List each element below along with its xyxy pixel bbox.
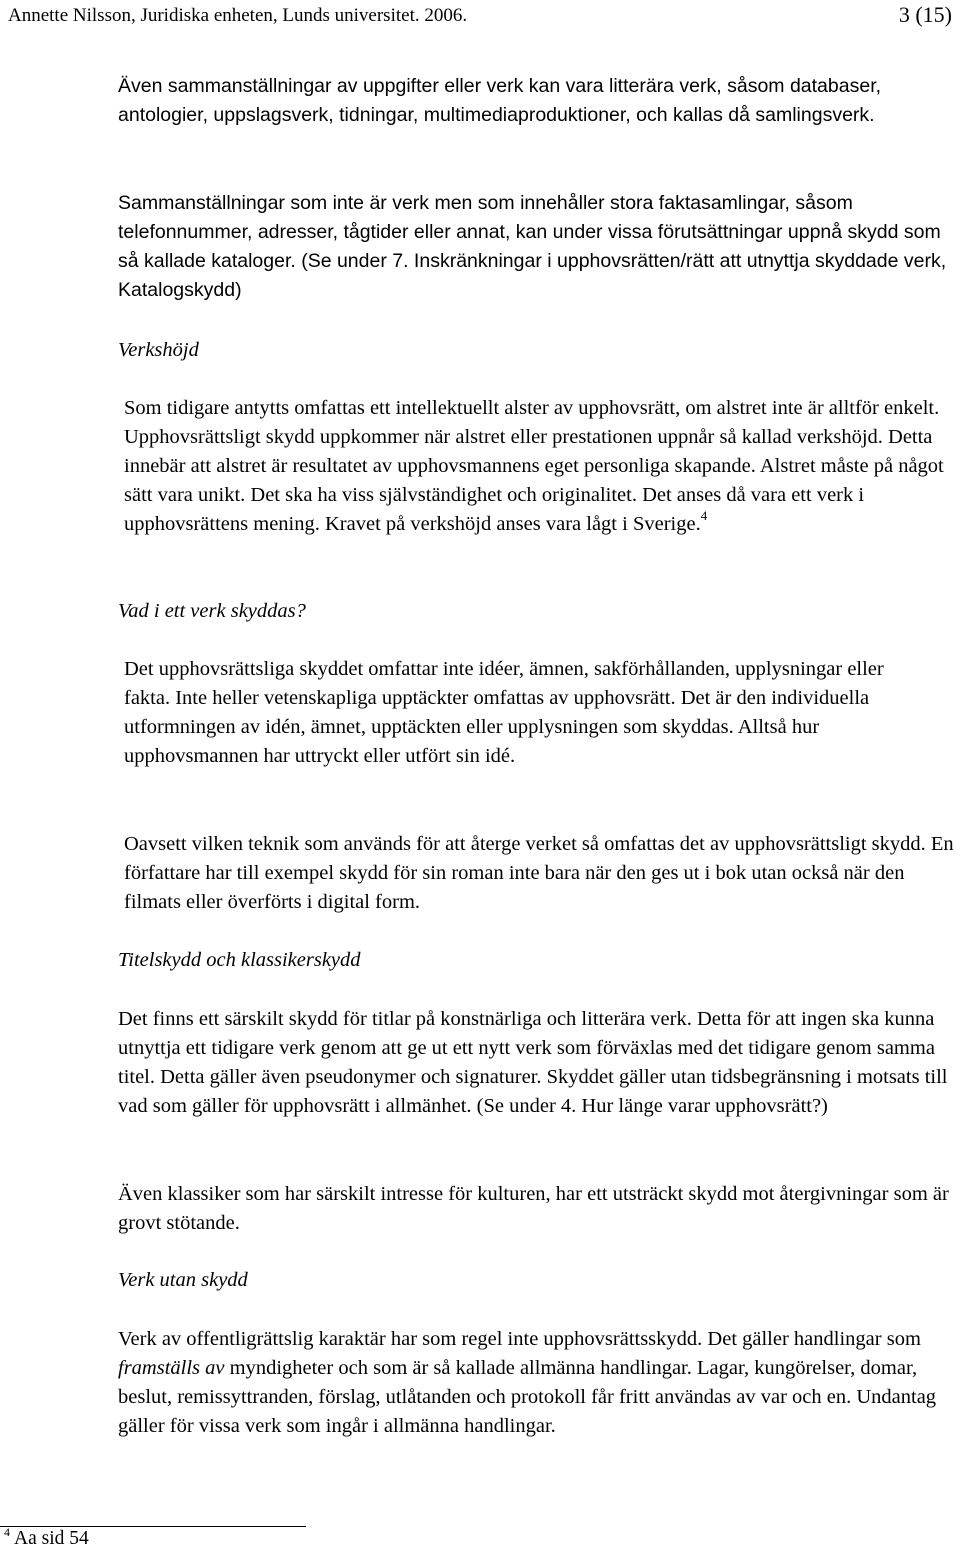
paragraph-verkshojd xyxy=(124,394,960,539)
footnote-reference: 4 xyxy=(700,508,708,523)
heading-vad-skyddas: Vad i ett verk skyddas? xyxy=(118,600,306,622)
paragraph-skyddas-2: Oavsett vilken teknik som används för att återge verket så omfattas det av upphovsrättsligt skydd. En författare har till exempel skydd för sin roman inte bara när den ges ut i bok utan också när den filmats eller överförts i digital form. xyxy=(124,833,954,913)
paragraph-utan-skydd-part-1: Verk av offentligrättslig karaktär har som regel inte upphovsrättsskydd. Det gäller handlingar som xyxy=(118,1328,921,1350)
footnote-number: 4 xyxy=(4,1525,10,1539)
paragraph-verk-utan-skydd xyxy=(118,1325,960,1441)
paragraph-titelskydd-2: Även klassiker som har särskilt intresse för kulturen, har ett utsträckt skydd mot återgivningar som är grovt stötande. xyxy=(118,1183,949,1234)
paragraph-compilations: Även sammanställningar av uppgifter eller verk kan vara litterära verk, såsom databaser, antologier, uppslagsverk, tidningar, multimediaproduktioner, och kallas då samlingsverk. xyxy=(118,75,882,126)
heading-verk-utan-skydd: Verk utan skydd xyxy=(118,1269,248,1291)
footnote-text: Aa sid 54 xyxy=(14,1528,89,1549)
heading-verkshojd: Verkshöjd xyxy=(118,339,199,361)
emphasis-framstalls-av: framställs av xyxy=(118,1357,225,1379)
page-header-author: Annette Nilsson, Juridiska enheten, Lunds universitet. 2006. xyxy=(8,5,468,26)
paragraph-skyddas-1: Det upphovsrättsliga skyddet omfattar inte idéer, ämnen, sakförhållanden, upplysningar eller fakta. Inte heller vetenskapliga upptäckter omfattas av upphovsrätt. Det är den individuella utformningen av idén, ämnet, upptäckten eller upplysningen som skyddas. Alltså hur upphovsmannen har uttryckt eller utfört sin idé. xyxy=(124,658,884,767)
heading-titelskydd: Titelskydd och klassikerskydd xyxy=(118,949,361,971)
paragraph-catalogues: Sammanställningar som inte är verk men som innehåller stora faktasamlingar, såsom telefonnummer, adresser, tågtider eller annat, kan under vissa förutsättningar uppnå skydd som så kallade kataloger. (Se under 7. Inskränkningar i upphovsrätten/rätt att utnyttja skyddade verk, Katalogskydd) xyxy=(118,192,947,301)
paragraph-verkshojd-text: Som tidigare antytts omfattas ett intellektuellt alster av upphovsrätt, om alstret inte är alltför enkelt. Upphovsrättsligt skydd uppkommer när alstret eller prestationen uppnår så kallad verkshöjd. Detta innebär att alstret är resultatet av upphovsmannens eget personliga skapande. Alstret måste på något sätt vara unikt. Det ska ha viss självständighet och originalitet. Det anses då vara ett verk i upphovsrättens mening. Kravet på verkshöjd anses vara lågt i Sverige. xyxy=(124,397,944,535)
paragraph-utan-skydd-part-2: myndigheter och som är så kallade allmänna handlingar. Lagar, kungörelser, domar, beslut, remissyttranden, förslag, utlåtanden och protokoll får fritt användas av var och en. Undantag gäller för vissa verk som ingår i allmänna handlingar. xyxy=(118,1357,937,1437)
page-number: 3 (15) xyxy=(898,2,952,27)
paragraph-titelskydd-1: Det finns ett särskilt skydd för titlar på konstnärliga och litterära verk. Detta för att ingen ska kunna utnyttja ett tidigare verk genom att ge ut ett nytt verk som förväxlas med det tidigare genom samma titel. Detta gäller även pseudonymer och signaturer. Skyddet gäller utan tidsbegränsning i motsats till vad som gäller för upphovsrätt i allmänhet. (Se under 4. Hur länge varar upphovsrätt?) xyxy=(118,1008,948,1117)
footnote-divider xyxy=(0,1526,306,1527)
